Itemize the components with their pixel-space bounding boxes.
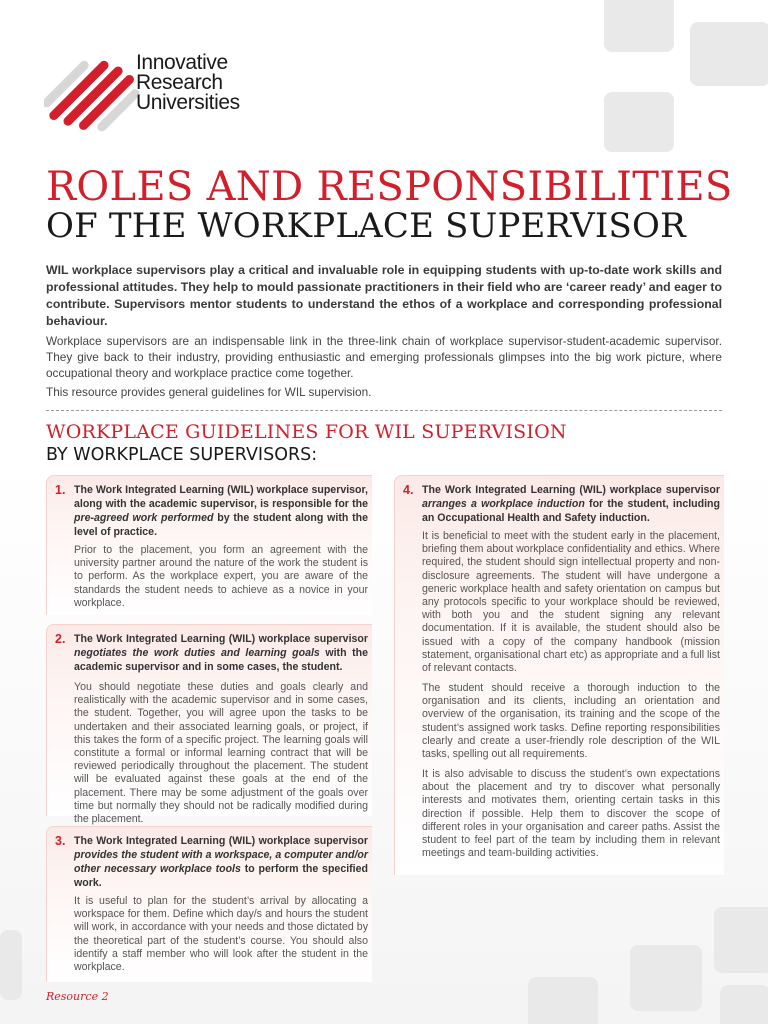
guideline-lead [74,632,368,674]
intro-bold-paragraph: WIL workplace supervisors play a critical and invaluable role in equipping students with up-to-date work skills and professional attitudes. They help to mould passionate practitioners in their field who are ‘career ready’ and eager to contribute. Supervisors mentor students to understand the ethos of a workplace and corresponding professional behaviour. [46,263,722,328]
guideline-number: 4. [403,483,414,497]
page-subtitle: OF THE WORKPLACE SUPERVISOR [46,206,686,246]
guideline-lead [74,483,368,539]
lead-emphasis: provides the student with a workspace, a computer and/or other necessary workplace tools [74,849,368,875]
resource-label: Resource 2 [46,990,109,1003]
lead-text: by the student along with the level of practice. [74,512,368,538]
guideline-number: 3. [55,834,66,848]
decorative-square [720,985,768,1024]
decorative-square [604,92,674,152]
decorative-square [630,945,702,1011]
guideline-paragraph: It is useful to plan for the student’s arrival by allocating a workspace for them. Define which day/s and hours the student will work, in accordance with your needs and those dictated by the theoretical part of the student’s course. You should also identify a staff member who will look after the student in the workplace. [74,895,368,974]
guideline-lead [74,834,368,890]
intro-paragraph: Workplace supervisors are an indispensable link in the three-link chain of workplace supervisor-student-academic supervisor. They give back to their industry, providing enthusiastic and emerging professionals glimpses into the big work picture, where occupational theory and workplace practice come together. [46,334,722,380]
lead-text: The Work Integrated Learning (WIL) workplace supervisor [422,484,720,496]
guideline-card-4 [394,475,724,875]
lead-text: The Work Integrated Learning (WIL) workplace supervisor [74,835,368,847]
iru-logo-icon [44,50,140,140]
section-heading: WORKPLACE GUIDELINES FOR WIL SUPERVISION [46,421,567,443]
logo-line: Research [136,71,223,94]
page-title: ROLES AND RESPONSIBILITIES [46,164,733,210]
lead-text: for the student, including an Occupational Health and Safety induction. [422,498,721,524]
lead-text: The Work Integrated Learning (WIL) workplace supervisor, along with the academic supervisor, is responsible for the [74,484,368,510]
guideline-card-1 [46,475,372,615]
decorative-square [528,977,598,1024]
lead-text: to perform the specified work. [74,863,368,889]
guideline-paragraph: It is beneficial to meet with the student early in the placement, briefing them about workplace confidentiality and ethics. Where required, the student should sign intellectual property and non-disclosure agreements. The student will have undergone a generic workplace health and safety orientation on campus but any protocols specific to your workplace should be reviewed, with both you and the student signing any relevant documentation. If it is available, the student should also be issued with a copy of the company handbook (mission statement, organisational chart etc) as appropriate and a full list of relevant contacts. [422,530,720,675]
guideline-paragraph: The student should receive a thorough induction to the organisation and its clients, including an orientation and overview of the organisation, its training and the scope of the student’s assigned work tasks. Define reporting responsibilities clearly and create a user-friendly role description of the WIL tasks, spelling out all requirements. [422,682,720,761]
logo-line: Universities [136,91,240,114]
guideline-number: 1. [55,483,66,497]
decorative-square [604,0,674,52]
guideline-paragraph: It is also advisable to discuss the student’s own expectations about the placement and try to discover what personally interests and motivates them, orienting certain tasks in this direction if possible. Help them to discover the scope of different roles in your organisation and career paths. Assist the student to feel part of the team by including them in relevant meetings and team-building activities. [422,768,720,860]
guideline-card-2 [46,624,372,826]
guideline-paragraph: Prior to the placement, you form an agreement with the university partner around the nature of the work the student is to perform. As the workplace expert, you are aware of the standards the student needs to achieve as a novice in your workplace. [74,544,368,609]
guideline-card-3 [46,826,372,982]
guideline-lead [422,483,720,525]
section-subheading: BY WORKPLACE SUPERVISORS: [46,445,318,465]
lead-emphasis: arranges a workplace induction [422,498,585,510]
decorative-square [714,907,768,973]
lead-emphasis: negotiates the work duties and learning goals [74,647,320,659]
logo-wordmark [136,53,240,113]
lead-text: The Work Integrated Learning (WIL) workplace supervisor [74,633,368,645]
lead-emphasis: pre-agreed work performed [74,512,214,524]
lead-text: with the academic supervisor and in some cases, the student. [74,647,368,673]
decorative-square [690,22,768,86]
guideline-number: 2. [55,632,66,646]
section-divider [46,410,722,411]
guideline-paragraph: You should negotiate these duties and goals clearly and realistically with the academic supervisor and in some cases, the student. Together, you will agree upon the tasks to be undertaken and their associated learning goals, or project, if this takes the form of a specific project. The learning goals will constitute a formal or informal learning contract that will be reviewed periodically throughout the placement. The student will be evaluated against these goals at the end of the placement. There may be some adjustment of the goals over time but normally they should not be radically modified during the placement. [74,681,368,826]
intro-resource-line: This resource provides general guidelines for WIL supervision. [46,385,372,399]
logo-line: Innovative [136,51,228,74]
decorative-square [0,930,22,1000]
